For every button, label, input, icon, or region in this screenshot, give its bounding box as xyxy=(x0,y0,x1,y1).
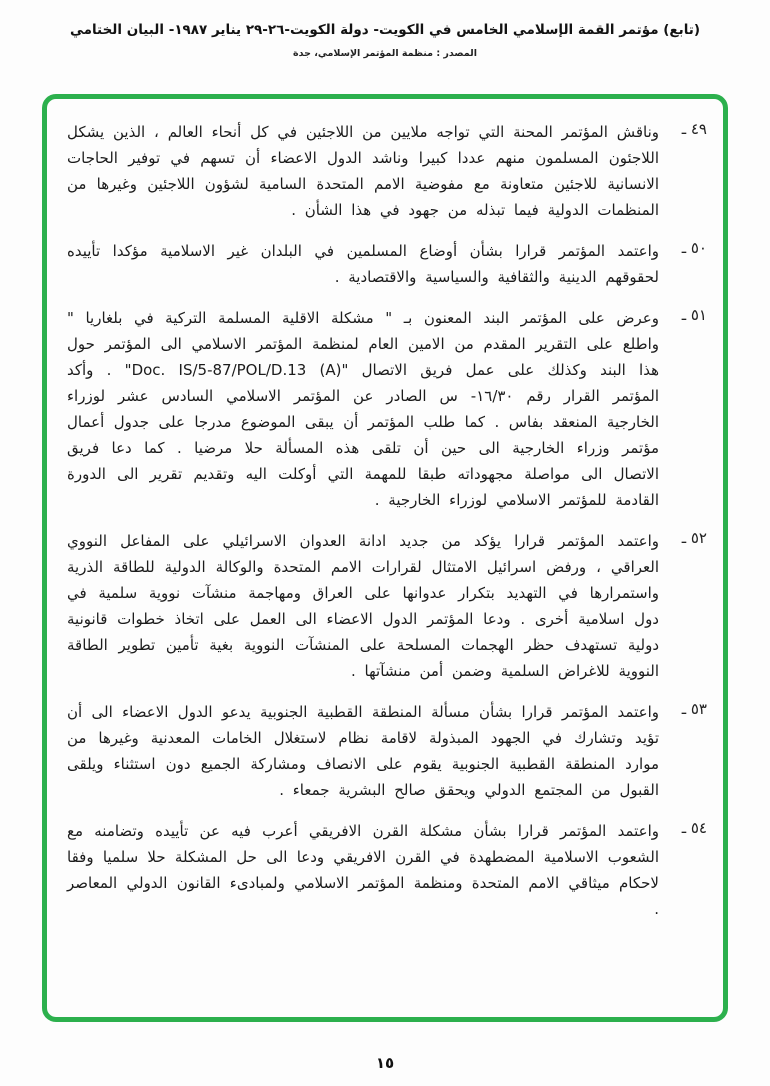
paragraph-51 xyxy=(67,305,707,513)
paragraph-number: ٥٠ ـ xyxy=(681,239,707,257)
paragraph-52 xyxy=(67,528,707,684)
page-number: ١٥ xyxy=(375,1054,395,1072)
document-source: المصدر : منظمة المؤتمر الإسلامي، جدة xyxy=(293,48,477,59)
paragraph-text: واعتمد المؤتمر قرارا يؤكد من جديد ادانة العدوان الاسرائيلي على المفاعل النووي العراقي ، ورفض اسرائيل الامتثال لقرارات الامم المتحدة والوكالة الدولية للطاقة الذرية واستمرارها في التهديد بتكرار عدوانها على العراق ومهاجمة منشآت نووية سلمية في دول اسلامية أخرى . ودعا المؤتمر الدول الاعضاء الى العمل على اتخاذ خطوات قانونية دولية تستهدف حظر الهجمات المسلحة على المنشآت النووية بغية تأمين تطوير الطاقة النووية للاغراض السلمية وضمن أمن منشآتها . xyxy=(67,532,659,680)
paragraph-number: ٥٤ ـ xyxy=(681,819,707,837)
paragraph-number: ٥١ ـ xyxy=(681,306,707,324)
document-title: (تابع) مؤتمر القمة الإسلامي الخامس في الكويت- دولة الكويت-٢٦-٢٩ يناير ١٩٨٧- البيان الختامي xyxy=(69,22,701,38)
page-header xyxy=(0,22,770,59)
paragraph-number: ٤٩ ـ xyxy=(681,120,707,138)
paragraph-50 xyxy=(67,238,707,290)
paragraph-49 xyxy=(67,119,707,223)
paragraph-53 xyxy=(67,699,707,803)
paragraph-text: واعتمد المؤتمر قرارا بشأن أوضاع المسلمين في البلدان غير الاسلامية مؤكدا تأييده لحقوقهم الدينية والثقافية والسياسية والاقتصادية . xyxy=(67,242,659,286)
content-box xyxy=(42,94,728,1022)
paragraph-number: ٥٣ ـ xyxy=(681,700,707,718)
paragraph-text: واعتمد المؤتمر قرارا بشأن مسألة المنطقة القطبية الجنوبية يدعو الدول الاعضاء الى أن تؤيد وتشارك في الجهود المبذولة لاقامة نظام لاستغلال الخامات المعدنية وغيرها من موارد المنطقة القطبية الجنوبية يقوم على الانصاف ومشاركة الجميع دون استثناء ويلقى القبول من المجتمع الدولي ويحقق صالح البشرية جمعاء . xyxy=(67,703,659,799)
paragraph-text: وعرض على المؤتمر البند المعنون بـ " مشكلة الاقلية المسلمة التركية في بلغاريا " واطلع على التقرير المقدم من الامين العام لمنظمة المؤتمر الاسلامي الى المؤتمر حول هذا البند وكذلك على عمل فريق الاتصال "Doc. IS/5-87/POL/D.13 (A)" . وأكد المؤتمر القرار رقم ١٦/٣٠- س الصادر عن المؤتمر الاسلامي السادس عشر لوزراء الخارجية المنعقد بفاس . كما طلب المؤتمر أن يبقى الموضوع مدرجا على جدول أعمال مؤتمر وزراء الخارجية الى حين أن تلقى هذه المسألة حلا مرضيا . كما دعا فريق الاتصال الى مواصلة مجهوداته طبقا للمهمة التي أوكلت اليه وتقديم تقرير الى الدورة القادمة للمؤتمر الاسلامي لوزراء الخارجية . xyxy=(67,309,659,509)
paragraph-text: وناقش المؤتمر المحنة التي تواجه ملايين من اللاجئين في كل أنحاء العالم ، الذين يشكل اللاجئون المسلمون منهم عددا كبيرا وناشد الدول الاعضاء أن تسهم في توفير الحاجات الانسانية للاجئين متعاونة مع مفوضية الامم المتحدة السامية لشؤون اللاجئين وغيرها من المنظمات الدولية فيما تبذله من جهود في هذا الشأن . xyxy=(67,123,659,219)
paragraph-text: واعتمد المؤتمر قرارا بشأن مشكلة القرن الافريقي أعرب فيه عن تأييده وتضامنه مع الشعوب الاسلامية المضطهدة في القرن الافريقي ودعا الى حل المشكلة حلا سلميا وفقا لاحكام ميثاقي الامم المتحدة ومنظمة المؤتمر الاسلامي ولمبادىء القانون الدولي المعاصر . xyxy=(67,822,659,918)
paragraph-number: ٥٢ ـ xyxy=(681,529,707,547)
paragraph-54 xyxy=(67,818,707,922)
